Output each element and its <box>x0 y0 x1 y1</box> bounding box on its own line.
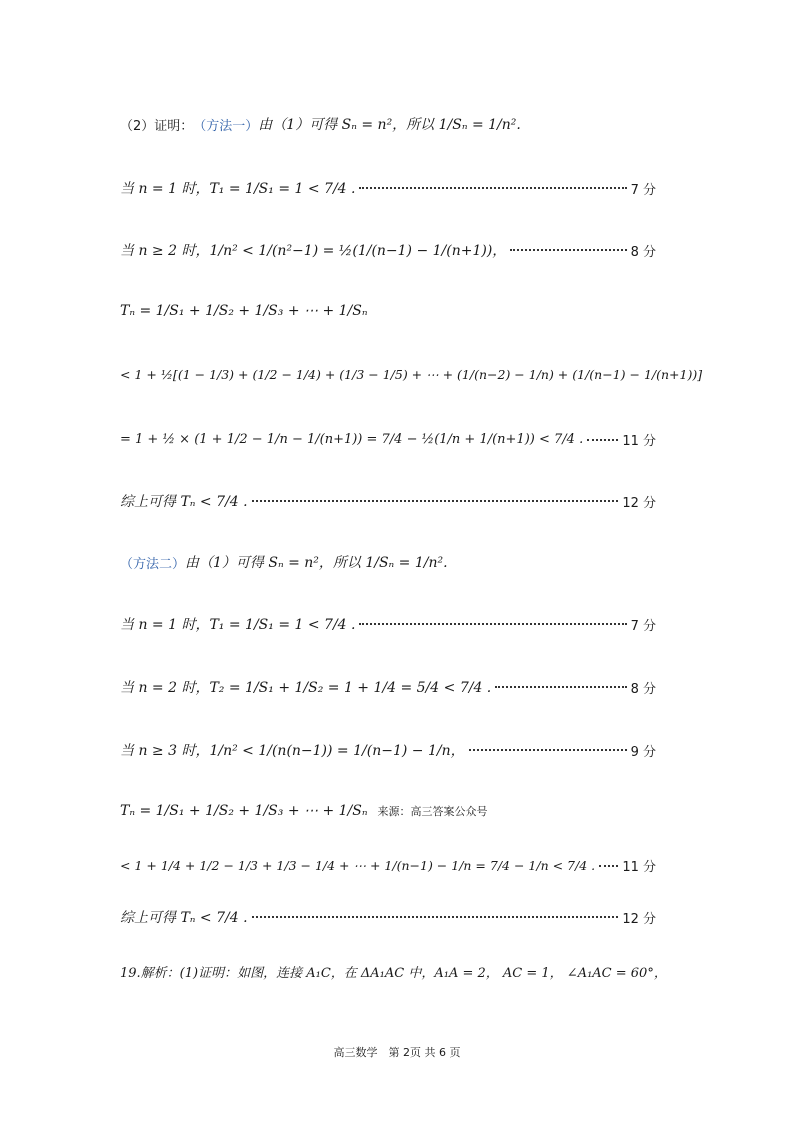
formula: 19.解析：(1)证明：如图，连接 A₁C，在 ΔA₁AC 中，A₁A = 2， AC = 1， ∠A₁AC = 60°， <box>120 966 667 981</box>
score: 9 分 <box>630 744 656 760</box>
score: 7 分 <box>630 618 656 634</box>
dotted-leader <box>599 865 618 867</box>
line-3 <box>120 240 656 260</box>
dotted-leader <box>469 749 627 751</box>
score: 12 分 <box>622 911 656 927</box>
formula: 综上可得 Tₙ < 7/4 . <box>120 910 248 926</box>
formula: < 1 + ½[(1 − 1/3) + (1/2 − 1/4) + (1/3 − 1/5) + ⋯ + (1/(n−2) − 1/n) + (1/(n−1) − 1/(n+1))] <box>120 367 703 382</box>
score: 11 分 <box>622 434 656 449</box>
score: 12 分 <box>622 495 656 511</box>
method-label: （方法一） <box>193 118 259 134</box>
line-15 <box>120 962 667 981</box>
dotted-leader <box>495 686 626 688</box>
line-10 <box>120 677 656 697</box>
dotted-leader <box>359 623 626 625</box>
formula: < 1 + 1/4 + 1/2 − 1/3 + 1/3 − 1/4 + ⋯ + 1/(n−1) − 1/n = 7/4 − 1/n < 7/4 . <box>120 858 596 873</box>
line-7 <box>120 491 656 511</box>
part-label: （2）证明： <box>120 118 194 134</box>
score: 8 分 <box>630 681 656 697</box>
formula: Tₙ = 1/S₁ + 1/S₂ + 1/S₃ + ⋯ + 1/Sₙ <box>120 303 368 319</box>
formula: 综上可得 Tₙ < 7/4 . <box>120 494 248 510</box>
formula: 由（1）可得 Sₙ = n²，所以 1/Sₙ = 1/n². <box>258 117 521 133</box>
score: 11 分 <box>622 860 656 875</box>
formula: 当 n = 1 时，T₁ = 1/S₁ = 1 < 7/4 . <box>120 617 356 633</box>
page-footer: 高三数学 第 2页 共 6 页 <box>333 1046 461 1059</box>
dotted-leader <box>587 439 618 441</box>
line-8 <box>120 552 656 572</box>
dotted-leader <box>510 249 626 251</box>
line-1 <box>120 114 656 134</box>
dotted-leader <box>252 916 619 918</box>
line-11 <box>120 740 656 760</box>
formula: 当 n = 2 时，T₂ = 1/S₁ + 1/S₂ = 1 + 1/4 = 5/4 < 7/4 . <box>120 680 492 696</box>
score: 7 分 <box>630 182 656 198</box>
formula: Tₙ = 1/S₁ + 1/S₂ + 1/S₃ + ⋯ + 1/Sₙ <box>120 803 368 819</box>
formula: 当 n ≥ 3 时，1/n² < 1/(n(n−1)) = 1/(n−1) − 1/n， <box>120 743 465 759</box>
line-14 <box>120 907 656 927</box>
line-2 <box>120 178 656 198</box>
dotted-leader <box>252 500 619 502</box>
line-9 <box>120 614 656 634</box>
formula: = 1 + ½ × (1 + 1/2 − 1/n − 1/(n+1)) = 7/4 − ½(1/n + 1/(n+1)) < 7/4 . <box>120 432 584 447</box>
method-label: （方法二） <box>120 556 186 572</box>
source-note: 来源：高三答案公众号 <box>377 805 488 818</box>
line-6 <box>120 430 656 449</box>
dotted-leader <box>359 187 626 189</box>
formula: 当 n = 1 时，T₁ = 1/S₁ = 1 < 7/4 . <box>120 181 356 197</box>
line-4 <box>120 303 656 319</box>
line-13 <box>120 856 656 875</box>
score: 8 分 <box>630 244 656 260</box>
line-5 <box>120 367 703 382</box>
formula: 由（1）可得 Sₙ = n²，所以 1/Sₙ = 1/n². <box>185 555 448 571</box>
formula: 当 n ≥ 2 时，1/n² < 1/(n²−1) = ½(1/(n−1) − 1/(n+1))， <box>120 243 507 259</box>
line-12 <box>120 803 656 819</box>
